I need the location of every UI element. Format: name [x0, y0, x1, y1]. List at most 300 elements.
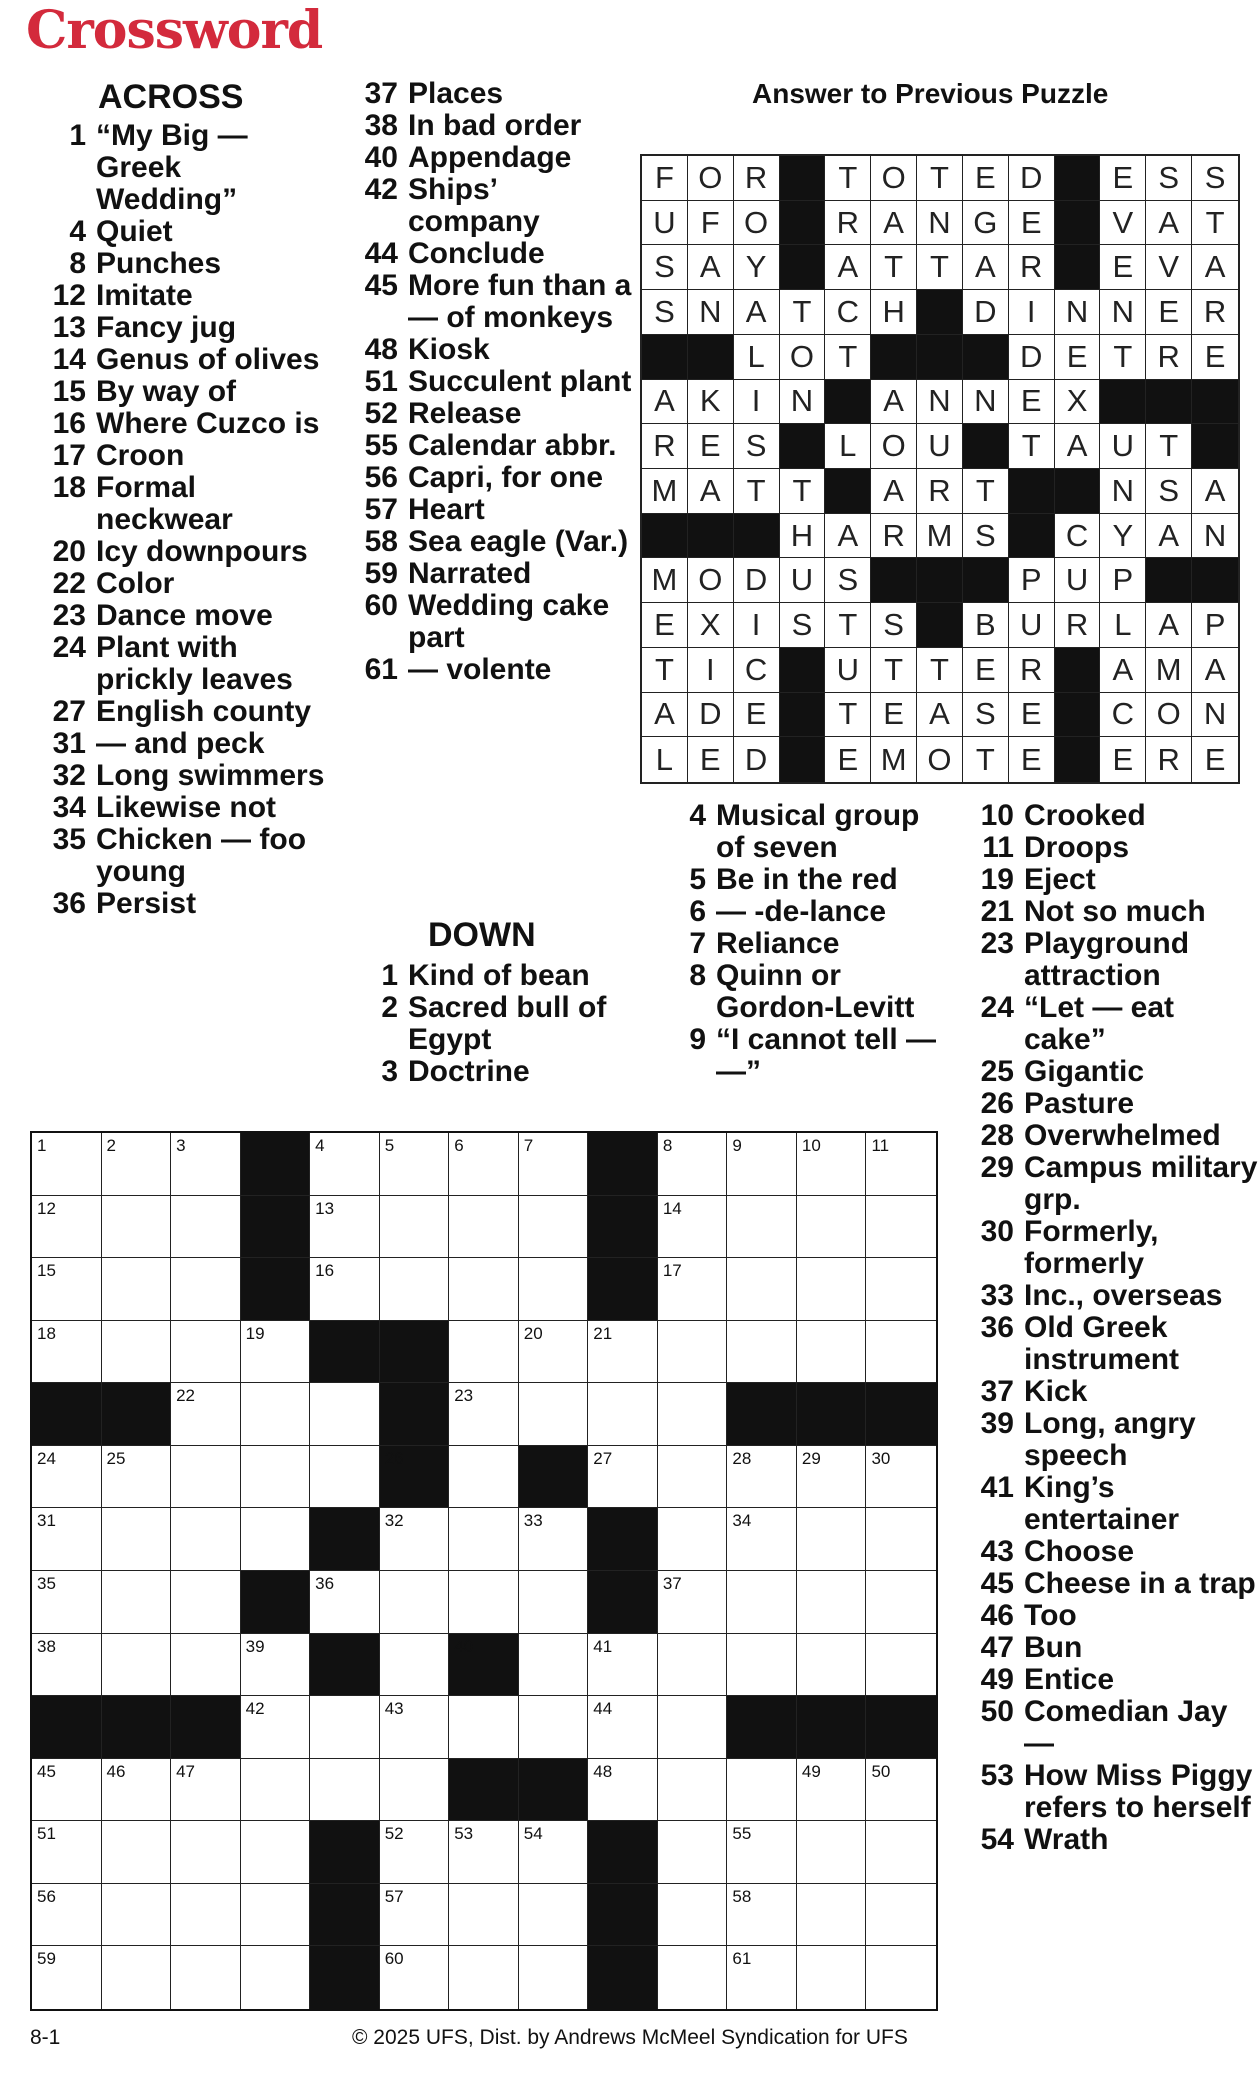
grid-cell[interactable]: [727, 1759, 797, 1822]
answer-cell: A: [734, 290, 780, 335]
grid-cell[interactable]: [727, 1133, 797, 1196]
grid-black-cell: [380, 1446, 450, 1509]
clue-number: 49: [980, 1663, 1014, 1696]
grid-cell[interactable]: [866, 1571, 936, 1634]
grid-cell[interactable]: [171, 1508, 241, 1571]
clue-text: Color: [96, 567, 175, 600]
grid-cell[interactable]: [519, 1634, 589, 1697]
answer-cell: E: [1009, 201, 1055, 246]
cell-number: 17: [662, 1261, 682, 1281]
clue-number: 59: [364, 557, 398, 590]
cell-number: 37: [662, 1574, 682, 1593]
grid-cell[interactable]: [32, 1196, 102, 1259]
grid-cell[interactable]: [449, 1571, 519, 1634]
cell-number: 12: [37, 1198, 56, 1218]
grid-black-cell: [588, 1196, 658, 1259]
across-clue: [352, 334, 632, 366]
grid-cell[interactable]: [658, 1508, 728, 1571]
clue-text: — -de-lance: [716, 895, 887, 928]
answer-black-cell: [1100, 380, 1146, 425]
answer-black-cell: [1055, 469, 1101, 514]
grid-cell[interactable]: [32, 1321, 102, 1384]
grid-cell[interactable]: [449, 1508, 519, 1571]
across-clue: [352, 558, 632, 590]
answer-cell: O: [871, 156, 917, 201]
grid-cell[interactable]: [102, 1571, 172, 1634]
answer-cell: P: [1009, 558, 1055, 603]
grid-black-cell: [588, 1508, 658, 1571]
grid-cell[interactable]: [32, 1508, 102, 1571]
answer-cell: M: [642, 558, 688, 603]
clue-text: Overwhelmed: [1024, 1119, 1221, 1152]
clue-number: 54: [980, 1823, 1014, 1856]
grid-cell[interactable]: [32, 1946, 102, 2009]
grid-cell[interactable]: [171, 1196, 241, 1259]
answer-cell: T: [963, 469, 1009, 514]
clue-number: 44: [364, 237, 398, 270]
grid-black-cell: [310, 1634, 380, 1697]
clue-text: Appendage: [408, 141, 572, 174]
grid-cell[interactable]: [658, 1759, 728, 1822]
clue-text: Quinn or Gordon-Levitt: [716, 959, 915, 1024]
answer-cell: V: [1146, 245, 1192, 290]
grid-cell[interactable]: [449, 1133, 519, 1196]
grid-cell[interactable]: [797, 1196, 867, 1259]
answer-cell: S: [963, 514, 1009, 559]
clue-number: 15: [52, 375, 86, 408]
grid-cell[interactable]: [171, 1258, 241, 1321]
grid-cell[interactable]: [866, 1634, 936, 1697]
answer-cell: E: [1009, 737, 1055, 782]
grid-black-cell: [241, 1196, 311, 1259]
answer-cell: E: [1100, 156, 1146, 201]
answer-cell: N: [917, 380, 963, 425]
grid-cell[interactable]: [866, 1258, 936, 1321]
grid-cell[interactable]: [588, 1321, 658, 1384]
down-clue: [968, 864, 1258, 896]
grid-cell[interactable]: [519, 1133, 589, 1196]
answer-cell: I: [1009, 290, 1055, 335]
grid-cell[interactable]: [310, 1133, 380, 1196]
grid-cell[interactable]: [658, 1571, 728, 1634]
grid-cell[interactable]: [380, 1821, 450, 1884]
answer-black-cell: [871, 335, 917, 380]
grid-cell[interactable]: [310, 1446, 380, 1509]
across-clue: [40, 728, 330, 760]
grid-cell[interactable]: [727, 1321, 797, 1384]
clue-text: Chicken — foo young: [96, 823, 307, 888]
grid-cell[interactable]: [519, 1946, 589, 2009]
answer-cell: C: [825, 290, 871, 335]
clue-text: In bad order: [408, 109, 582, 142]
cell-number: 21: [593, 1323, 613, 1343]
answer-cell: R: [1009, 648, 1055, 693]
grid-cell[interactable]: [310, 1383, 380, 1446]
grid-cell[interactable]: [519, 1321, 589, 1384]
grid-cell[interactable]: [449, 1321, 519, 1384]
answer-black-cell: [1055, 156, 1101, 201]
grid-cell[interactable]: [797, 1884, 867, 1947]
grid-cell[interactable]: [588, 1383, 658, 1446]
cell-number: 57: [384, 1886, 404, 1906]
grid-cell[interactable]: [797, 1634, 867, 1697]
grid-cell[interactable]: [32, 1133, 102, 1196]
grid-cell[interactable]: [32, 1884, 102, 1947]
grid-cell[interactable]: [380, 1946, 450, 2009]
cell-number: 51: [37, 1824, 56, 1844]
cell-number: 39: [245, 1636, 265, 1656]
cell-number: 54: [523, 1824, 543, 1844]
grid-cell[interactable]: [658, 1133, 728, 1196]
answer-cell: T: [780, 290, 826, 335]
answer-cell: U: [1055, 558, 1101, 603]
answer-black-cell: [780, 201, 826, 246]
answer-cell: A: [917, 693, 963, 738]
grid-cell[interactable]: [241, 1759, 311, 1822]
grid-cell[interactable]: [797, 1571, 867, 1634]
grid-cell[interactable]: [241, 1946, 311, 2009]
answer-cell: T: [780, 469, 826, 514]
clue-text: Conclude: [408, 237, 545, 270]
grid-cell[interactable]: [32, 1759, 102, 1822]
grid-cell[interactable]: [310, 1571, 380, 1634]
grid-cell[interactable]: [171, 1446, 241, 1509]
grid-black-cell: [241, 1571, 311, 1634]
answer-cell: U: [780, 558, 826, 603]
grid-cell[interactable]: [727, 1258, 797, 1321]
grid-cell[interactable]: [727, 1446, 797, 1509]
grid-black-cell: [310, 1508, 380, 1571]
answer-black-cell: [871, 558, 917, 603]
answer-cell: T: [917, 648, 963, 693]
answer-cell: O: [734, 201, 780, 246]
grid-cell[interactable]: [380, 1634, 450, 1697]
answer-cell: H: [871, 290, 917, 335]
grid-cell[interactable]: [658, 1884, 728, 1947]
grid-cell[interactable]: [241, 1446, 311, 1509]
clue-number: 56: [364, 461, 398, 494]
grid-cell[interactable]: [449, 1446, 519, 1509]
grid-cell[interactable]: [32, 1634, 102, 1697]
grid-cell[interactable]: [102, 1821, 172, 1884]
clue-number: 45: [980, 1567, 1014, 1600]
clue-text: Plant with prickly leaves: [96, 631, 293, 696]
grid-cell[interactable]: [449, 1383, 519, 1446]
grid-cell[interactable]: [380, 1258, 450, 1321]
grid-cell[interactable]: [310, 1196, 380, 1259]
crossword-grid: [30, 1131, 938, 2011]
answer-cell: R: [871, 514, 917, 559]
clue-number: 46: [980, 1599, 1014, 1632]
answer-cell: T: [1009, 424, 1055, 469]
grid-cell[interactable]: [171, 1634, 241, 1697]
clue-text: Bun: [1024, 1631, 1083, 1664]
grid-cell[interactable]: [519, 1821, 589, 1884]
grid-cell[interactable]: [310, 1258, 380, 1321]
down-heading: DOWN: [428, 916, 536, 954]
grid-cell[interactable]: [797, 1133, 867, 1196]
answer-cell: K: [688, 380, 734, 425]
cell-number: 61: [732, 1949, 752, 1969]
grid-cell[interactable]: [658, 1821, 728, 1884]
answer-black-cell: [734, 514, 780, 559]
grid-cell[interactable]: [32, 1571, 102, 1634]
grid-cell[interactable]: [866, 1759, 936, 1822]
clue-text: Playground attraction: [1024, 927, 1190, 992]
grid-cell[interactable]: [102, 1321, 172, 1384]
answer-cell: C: [1055, 514, 1101, 559]
grid-cell[interactable]: [449, 1884, 519, 1947]
grid-cell[interactable]: [241, 1821, 311, 1884]
grid-cell[interactable]: [449, 1696, 519, 1759]
grid-cell[interactable]: [449, 1821, 519, 1884]
grid-cell[interactable]: [380, 1696, 450, 1759]
grid-cell[interactable]: [519, 1258, 589, 1321]
answer-cell: T: [871, 648, 917, 693]
cell-number: 22: [176, 1386, 195, 1406]
answer-cell: X: [1055, 380, 1101, 425]
grid-cell[interactable]: [102, 1884, 172, 1947]
across-clues-col1: [40, 120, 330, 920]
across-clue: [40, 792, 330, 824]
grid-cell[interactable]: [588, 1696, 658, 1759]
answer-cell: E: [1009, 380, 1055, 425]
grid-cell[interactable]: [241, 1508, 311, 1571]
grid-cell[interactable]: [171, 1884, 241, 1947]
across-clue: [352, 174, 632, 238]
grid-cell[interactable]: [519, 1383, 589, 1446]
clue-number: 7: [689, 927, 706, 960]
clue-number: 45: [364, 269, 398, 302]
grid-cell[interactable]: [241, 1884, 311, 1947]
grid-cell[interactable]: [449, 1946, 519, 2009]
clue-number: 16: [52, 407, 86, 440]
down-clue: [968, 832, 1258, 864]
grid-cell[interactable]: [32, 1446, 102, 1509]
clue-text: Crooked: [1024, 799, 1146, 832]
grid-cell[interactable]: [797, 1759, 867, 1822]
grid-cell[interactable]: [866, 1133, 936, 1196]
answer-black-cell: [780, 424, 826, 469]
page-title: Crossword: [26, 0, 323, 61]
answer-cell: E: [1100, 737, 1146, 782]
grid-cell[interactable]: [658, 1258, 728, 1321]
grid-cell[interactable]: [519, 1571, 589, 1634]
cell-number: 31: [37, 1511, 56, 1531]
down-clue: [660, 928, 950, 960]
grid-cell[interactable]: [658, 1946, 728, 2009]
grid-cell[interactable]: [797, 1258, 867, 1321]
answer-black-cell: [780, 693, 826, 738]
clue-text: Too: [1024, 1599, 1077, 1632]
answer-cell: N: [1192, 514, 1238, 559]
grid-cell[interactable]: [380, 1508, 450, 1571]
grid-cell[interactable]: [866, 1508, 936, 1571]
grid-cell[interactable]: [658, 1696, 728, 1759]
down-clue: [968, 1600, 1258, 1632]
grid-cell[interactable]: [102, 1196, 172, 1259]
clue-number: 53: [980, 1759, 1014, 1792]
grid-cell[interactable]: [449, 1258, 519, 1321]
down-clue: [968, 1312, 1258, 1376]
grid-cell[interactable]: [380, 1759, 450, 1822]
across-clue: [40, 888, 330, 920]
grid-cell[interactable]: [727, 1571, 797, 1634]
grid-cell[interactable]: [171, 1821, 241, 1884]
clue-number: 8: [689, 959, 706, 992]
answer-cell: S: [1192, 156, 1238, 201]
clue-text: Fancy jug: [96, 311, 237, 344]
cell-number: 13: [315, 1198, 335, 1218]
answer-cell: C: [734, 648, 780, 693]
grid-cell[interactable]: [171, 1383, 241, 1446]
grid-cell[interactable]: [380, 1133, 450, 1196]
clue-text: Old Greek instrument: [1024, 1311, 1180, 1376]
grid-cell[interactable]: [519, 1196, 589, 1259]
grid-cell[interactable]: [866, 1321, 936, 1384]
grid-cell[interactable]: [727, 1884, 797, 1947]
grid-cell[interactable]: [797, 1821, 867, 1884]
cell-number: 11: [871, 1136, 890, 1155]
grid-cell[interactable]: [727, 1821, 797, 1884]
grid-black-cell: [310, 1946, 380, 2009]
grid-cell[interactable]: [588, 1634, 658, 1697]
down-clue: [968, 1472, 1258, 1536]
answer-cell: O: [917, 737, 963, 782]
grid-cell[interactable]: [866, 1196, 936, 1259]
grid-cell[interactable]: [241, 1383, 311, 1446]
grid-cell[interactable]: [102, 1634, 172, 1697]
grid-cell[interactable]: [588, 1759, 658, 1822]
grid-cell[interactable]: [727, 1508, 797, 1571]
clue-text: Pasture: [1024, 1087, 1135, 1120]
clue-text: Narrated: [408, 557, 532, 590]
grid-cell[interactable]: [658, 1634, 728, 1697]
answer-cell: A: [963, 245, 1009, 290]
clue-text: Inc., overseas: [1024, 1279, 1223, 1312]
clue-number: 25: [980, 1055, 1014, 1088]
grid-cell[interactable]: [866, 1446, 936, 1509]
grid-cell[interactable]: [797, 1946, 867, 2009]
grid-cell[interactable]: [797, 1508, 867, 1571]
clue-text: King’s entertainer: [1024, 1471, 1180, 1536]
grid-cell[interactable]: [380, 1884, 450, 1947]
grid-cell[interactable]: [519, 1884, 589, 1947]
clue-number: 60: [364, 589, 398, 622]
answer-cell: T: [825, 693, 871, 738]
grid-cell[interactable]: [102, 1133, 172, 1196]
down-clues-col2: [660, 800, 950, 1088]
down-clue: [352, 960, 632, 992]
across-clue: [40, 696, 330, 728]
grid-black-cell: [588, 1133, 658, 1196]
grid-cell[interactable]: [866, 1946, 936, 2009]
clue-text: How Miss Piggy refers to herself: [1024, 1759, 1253, 1824]
grid-cell[interactable]: [797, 1446, 867, 1509]
grid-cell[interactable]: [519, 1508, 589, 1571]
grid-cell[interactable]: [380, 1571, 450, 1634]
grid-cell[interactable]: [658, 1383, 728, 1446]
cell-number: 7: [523, 1136, 534, 1155]
clue-number: 61: [364, 653, 398, 686]
clue-number: 52: [364, 397, 398, 430]
answer-cell: M: [917, 514, 963, 559]
clue-text: Not so much: [1024, 895, 1206, 928]
answer-cell: T: [1192, 201, 1238, 246]
answer-cell: N: [688, 290, 734, 335]
clue-number: 13: [52, 311, 86, 344]
grid-cell[interactable]: [241, 1696, 311, 1759]
clue-text: Likewise not: [96, 791, 277, 824]
clue-text: — volente: [408, 653, 552, 686]
grid-cell[interactable]: [727, 1196, 797, 1259]
grid-cell[interactable]: [32, 1258, 102, 1321]
answer-cell: O: [871, 424, 917, 469]
grid-cell[interactable]: [588, 1446, 658, 1509]
grid-cell[interactable]: [241, 1321, 311, 1384]
answer-black-cell: [780, 737, 826, 782]
grid-cell[interactable]: [102, 1446, 172, 1509]
grid-cell[interactable]: [310, 1696, 380, 1759]
answer-cell: E: [1192, 335, 1238, 380]
cell-number: 19: [245, 1323, 265, 1343]
grid-cell[interactable]: [102, 1946, 172, 2009]
grid-cell[interactable]: [310, 1759, 380, 1822]
grid-cell[interactable]: [866, 1884, 936, 1947]
grid-cell[interactable]: [727, 1946, 797, 2009]
grid-cell[interactable]: [797, 1321, 867, 1384]
clue-number: 6: [689, 895, 706, 928]
grid-cell[interactable]: [171, 1133, 241, 1196]
clue-text: Icy downpours: [96, 535, 308, 568]
grid-cell[interactable]: [727, 1634, 797, 1697]
grid-cell[interactable]: [171, 1759, 241, 1822]
answer-cell: E: [1009, 693, 1055, 738]
across-clue: [352, 398, 632, 430]
grid-cell[interactable]: [102, 1258, 172, 1321]
grid-cell[interactable]: [102, 1508, 172, 1571]
clue-number: 20: [52, 535, 86, 568]
answer-cell: H: [780, 514, 826, 559]
grid-cell[interactable]: [449, 1196, 519, 1259]
answer-cell: E: [871, 693, 917, 738]
answer-cell: L: [734, 335, 780, 380]
grid-cell[interactable]: [32, 1821, 102, 1884]
cell-number: 49: [801, 1761, 821, 1781]
grid-cell[interactable]: [658, 1321, 728, 1384]
clue-text: Release: [408, 397, 522, 430]
grid-cell[interactable]: [171, 1321, 241, 1384]
clue-number: 10: [980, 799, 1014, 832]
grid-cell[interactable]: [866, 1821, 936, 1884]
grid-black-cell: [797, 1696, 867, 1759]
grid-cell[interactable]: [241, 1634, 311, 1697]
answer-cell: P: [1192, 603, 1238, 648]
clue-number: 35: [52, 823, 86, 856]
grid-cell[interactable]: [658, 1196, 728, 1259]
grid-cell[interactable]: [658, 1446, 728, 1509]
grid-cell[interactable]: [519, 1696, 589, 1759]
answer-black-cell: [963, 558, 1009, 603]
grid-cell[interactable]: [171, 1946, 241, 2009]
cell-number: 59: [37, 1949, 56, 1969]
answer-cell: T: [825, 335, 871, 380]
cell-number: 60: [384, 1949, 404, 1969]
grid-cell[interactable]: [171, 1571, 241, 1634]
grid-cell[interactable]: [102, 1759, 172, 1822]
answer-cell: M: [871, 737, 917, 782]
grid-cell[interactable]: [380, 1196, 450, 1259]
